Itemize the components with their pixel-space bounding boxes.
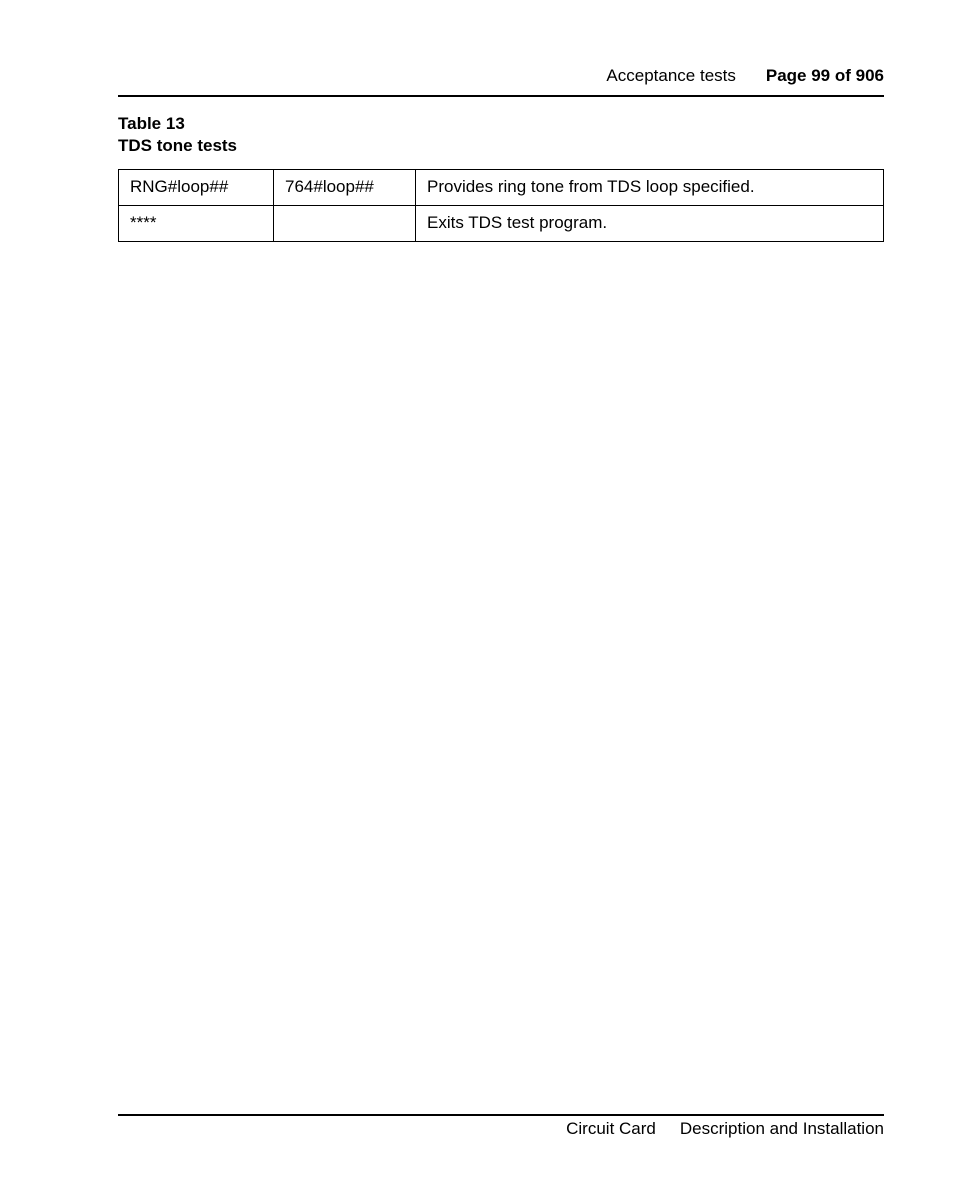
tds-tone-tests-table: [118, 169, 884, 242]
page-header: [118, 64, 884, 88]
header-rule: [118, 95, 884, 97]
section-title: Acceptance tests: [606, 66, 736, 85]
table-row: [119, 206, 884, 242]
table-cell: Exits TDS test program.: [416, 206, 884, 242]
table-row: [119, 170, 884, 206]
table-number: Table 13: [118, 114, 185, 133]
page-number: Page 99 of 906: [765, 66, 884, 85]
table-title: TDS tone tests: [118, 136, 238, 155]
table-cell: 764#loop##: [274, 170, 416, 206]
footer-document-title: Description and Installation: [679, 1119, 884, 1138]
table-cell: RNG#loop##: [119, 170, 274, 206]
table-cell: Provides ring tone from TDS loop specified.: [416, 170, 884, 206]
table-cell: ****: [119, 206, 274, 242]
table-cell: [274, 206, 416, 242]
footer-rule: [118, 1114, 884, 1116]
table-caption: [118, 113, 237, 157]
footer-document-part: Circuit Card: [566, 1119, 656, 1138]
page-footer: [118, 1117, 884, 1141]
